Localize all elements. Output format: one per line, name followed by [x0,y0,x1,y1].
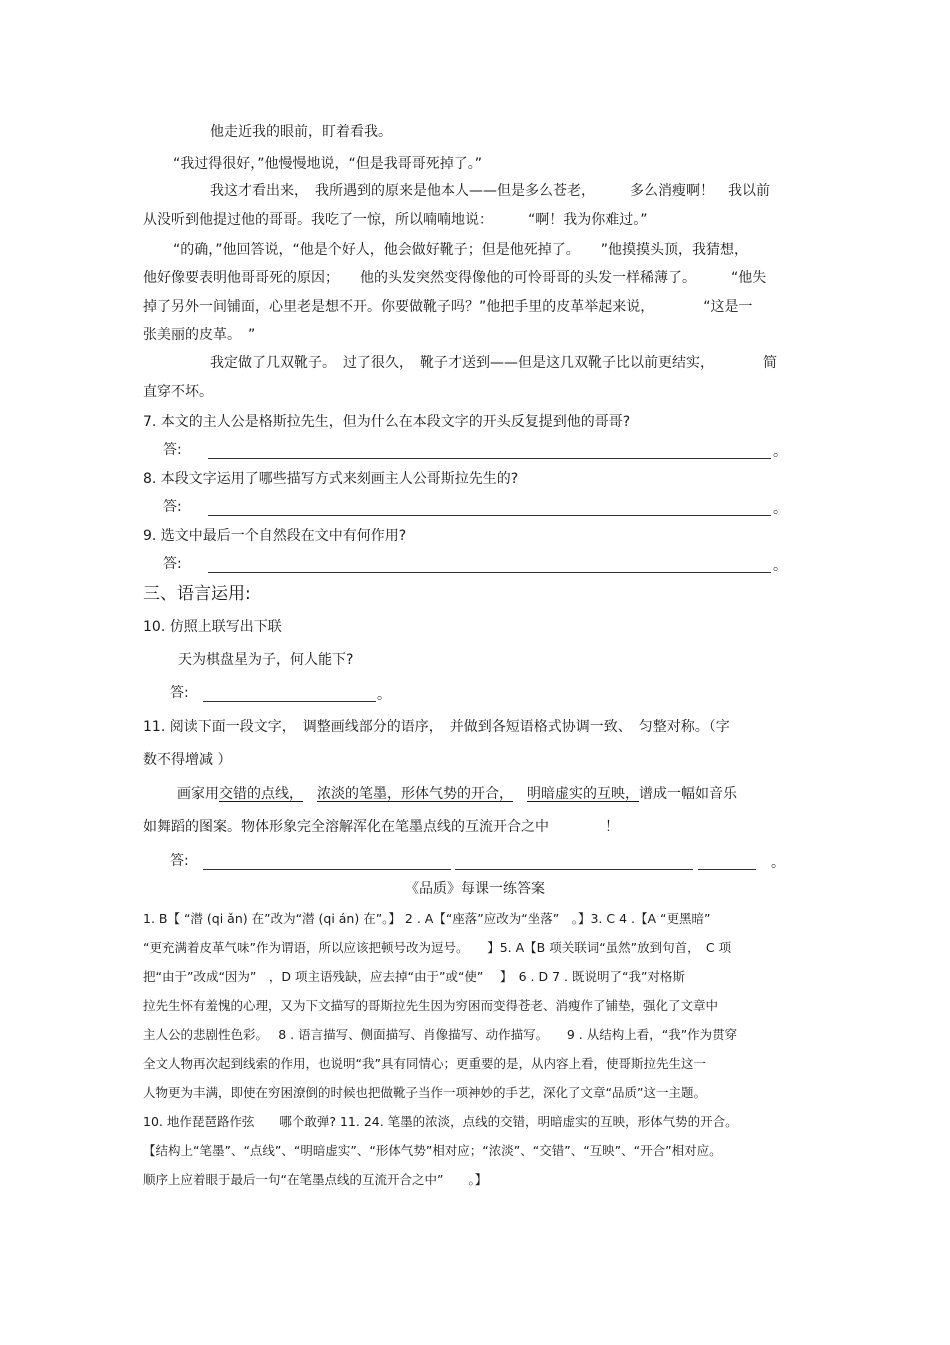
question-11-line-2: 数不得增减 ） [143,752,232,768]
passage-paragraph-3-line-2: 从没听到他提过他的哥哥。我吃了一惊，所以喃喃地说： “啊！我为你难过。” [143,212,648,228]
question-11-line-1: 11. 阅读下面一段文字， 调整画线部分的语序， 并做到各短语格式协调一致、 匀整对称。（字 [143,719,730,735]
answer-label-10: 答: [170,685,189,701]
question-10: 10. 仿照上联写出下联 [143,619,282,635]
answer-key-title: 《品质》每课一练答案 [405,881,545,897]
question-8: 8. 本段文字运用了哪些描写方式来刻画主人公哥斯拉先生的? [143,471,519,487]
section-3-title: 三、语言运用: [143,584,251,604]
answer-line-8[interactable] [208,515,771,516]
question-10-couplet: 天为棋盘星为子，何人能下? [178,652,354,668]
passage-paragraph-3-line-1: 我这才看出来， 我所遇到的原来是他本人——但是多么苍老， 多么消瘦啊！ 我以前 [210,183,770,199]
question-7: 7. 本文的主人公是格斯拉先生，但为什么在本段文字的开头反复提到他的哥哥? [143,414,631,430]
answer-key-line-6: 全文人物再次起到线索的作用，也说明“我”具有同情心；更重要的是，从内容上看，使哥斯拉先生这一 [143,1056,706,1071]
answer-end-9: 。 [773,558,787,574]
passage-paragraph-4-line-2: 他好像要表明他哥哥死的原因； 他的头发突然变得像他的可怜哥哥的头发一样稀薄了。 “他失 [143,270,767,286]
passage-paragraph-2: “我过得很好，”他慢慢地说，“但是我哥哥死掉了。” [173,156,483,172]
answer-line-9[interactable] [208,572,771,573]
answer-line-7[interactable] [208,458,771,459]
answer-line-11a[interactable] [203,869,451,870]
answer-end-7: 。 [773,444,787,460]
passage-paragraph-4-line-3: 掉了另外一间铺面，心里老是想不开。你要做靴子吗？”他把手里的皮革举起来说， “这是一 [143,299,753,315]
question-11-passage-line-1 [177,784,807,804]
passage-paragraph-4-line-4: 张美丽的皮革。 ” [143,327,256,343]
passage-paragraph-5-line-1: 我定做了几双靴子。 过了很久， 靴子才送到——但是这几双靴子比以前更结实， 简 [210,355,777,371]
underlined-phrase-2: 浓淡的笔墨，形体气势的开合， [317,786,513,802]
answer-key-line-2: “更充满着皮革气味”作为谓语，所以应该把顿号改为逗号。 】5. A【B 项关联词“虽然”放到句首， C 项 [143,940,732,955]
answer-label-7: 答: [163,442,182,458]
answer-key-line-5: 主人公的悲剧性色彩。 8 . 语言描写、侧面描写、肖像描写、动作描写。 9 . 从结构上看，“我”作为贯穿 [143,1027,738,1042]
answer-end-8: 。 [773,501,787,517]
answer-key-line-7: 人物更为丰满，即使在穷困潦倒的时候也把做靴子当作一项神妙的手艺，深化了文章“品质”这一主题。 [143,1085,706,1100]
answer-key-line-1: 1. B【 “潜 (qi ǎn) 在”改为“潜 (qi án) 在”。】 2 . A【“座落”应改为“坐落” 。】3. C 4 .【A “更黑暗” [143,911,711,926]
answer-line-10[interactable] [203,701,376,702]
answer-key-line-10: 顺序上应着眼于最后一句“在笔墨点线的互流开合之中” 。】 [143,1172,488,1187]
question-11-passage-line-2: 如舞蹈的图案。物体形象完全溶解浑化在笔墨点线的互流开合之中 ！ [143,819,619,835]
answer-label-11: 答: [170,853,189,869]
answer-key-line-8: 10. 地作琵琶路作弦 哪个敢弹? 11. 24. 笔墨的浓淡，点线的交错，明暗虚实的互映，形体气势的开合。 [143,1114,738,1129]
question-9: 9. 选文中最后一个自然段在文中有何作用? [143,528,407,544]
answer-key-line-4: 拉先生怀有羞愧的心理，又为下文描写的哥斯拉先生因为穷困而变得苍老、消瘦作了铺垫，强化了文章中 [143,998,719,1013]
answer-key-line-3: 把“由于”改成“因为” ，D 项主语残缺，应去掉“由于”或“使” 】 6 . D 7 . 既说明了“我”对格斯 [143,969,685,984]
answer-end-10: 。 [377,687,391,703]
answer-label-9: 答: [163,556,182,572]
answer-line-11b[interactable] [455,869,693,870]
answer-end-11: 。 [771,855,785,871]
answer-line-11c[interactable] [698,869,756,870]
passage-text-start: 画家用 [177,786,219,802]
passage-paragraph-4-line-1: “的确，”他回答说，“他是个好人，他会做好靴子；但是他死掉了。 ”他摸摸头顶，我猜想， [173,242,749,258]
answer-label-8: 答: [163,499,182,515]
answer-key-line-9: 【结构上“笔墨”、“点线”、“明暗虚实”、“形体气势”相对应；“浓淡”、“交错”、“互映”、“开合”相对应。 [143,1143,722,1158]
passage-paragraph-5-line-2: 直穿不坏。 [143,384,213,400]
underlined-phrase-1: 交错的点线， [219,786,303,802]
passage-paragraph-1: 他走近我的眼前，盯着看我。 [210,124,392,140]
underlined-phrase-3: 明暗虚实的互映， [527,786,639,802]
passage-text-end: 谱成一幅如音乐 [639,786,737,802]
